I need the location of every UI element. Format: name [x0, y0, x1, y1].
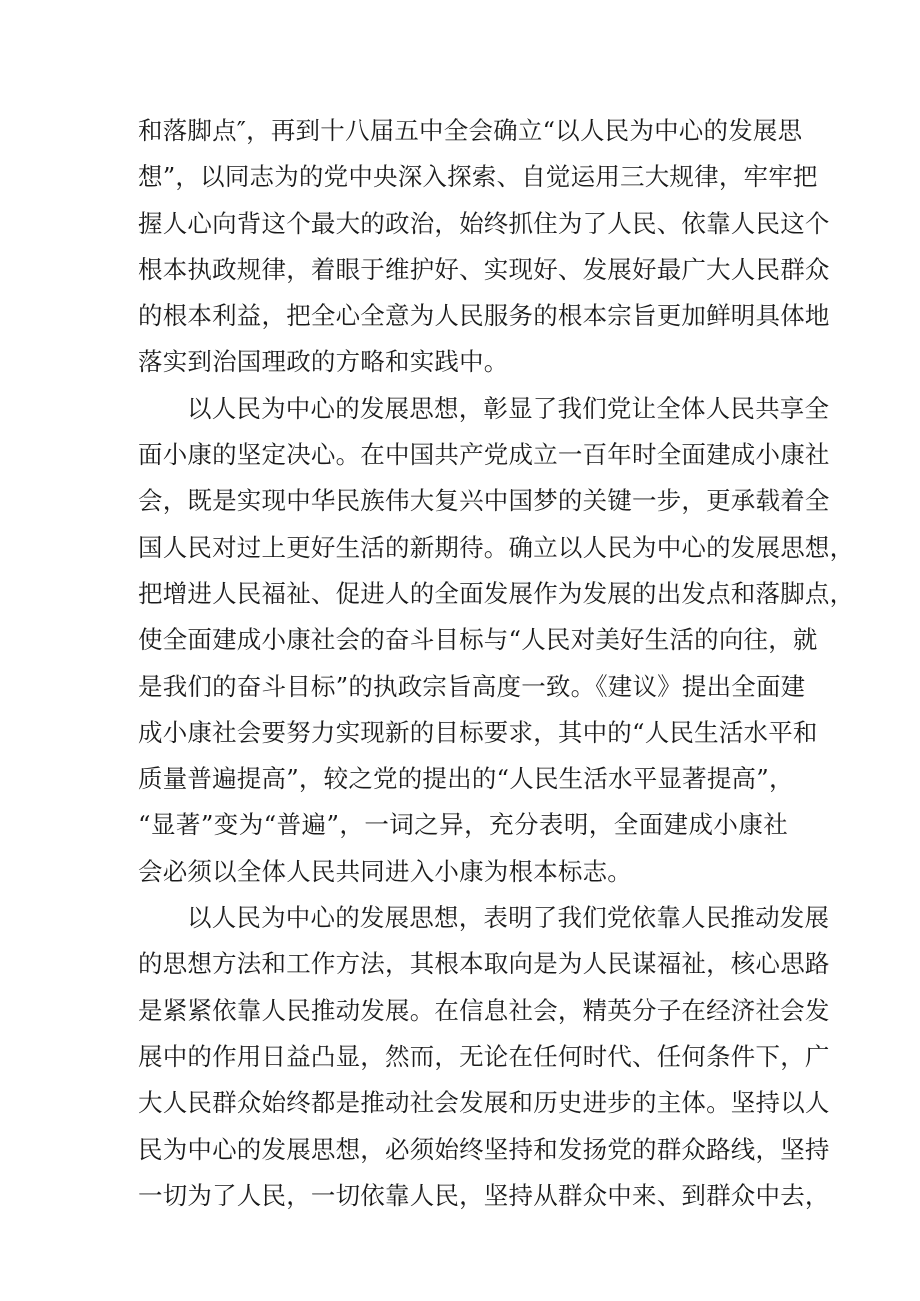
text-line: 以人民为中心的发展思想，彰显了我们党让全体人民共享全: [187, 393, 830, 423]
text-line: 面小康的坚定决心。在中国共产党成立一百年时全面建成小康社: [138, 440, 830, 470]
text-line: 质量普遍提高”，较之党的提出的“人民生活水平显著提高”，: [138, 764, 794, 794]
paragraph-2: [138, 386, 855, 895]
text-line: 展中的作用日益凸显，然而，无论在任何时代、任何条件下，广: [138, 1041, 830, 1071]
text-line: 根本执政规律，着眼于维护好、实现好、发展好最广大人民群众: [138, 254, 830, 284]
text-line: 是紧紧依靠人民推动发展。在信息社会，精英分子在经济社会发: [138, 995, 830, 1025]
text-line: “显著”变为“普遍”，一词之异，充分表明，全面建成小康社: [138, 810, 788, 840]
paragraph-1: [138, 108, 830, 386]
paragraph-3: [138, 895, 830, 1219]
text-line: 的思想方法和工作方法，其根本取向是为人民谋福祉，核心思路: [138, 949, 830, 979]
text-line: 和落脚点″，再到十八届五中全会确立“以人民为中心的发展思: [138, 116, 803, 145]
document-body: [138, 108, 855, 1219]
text-line: 民为中心的发展思想，必须始终坚持和发扬党的群众路线，坚持: [138, 1134, 830, 1164]
text-line: 把增进人民福祉、促进人的全面发展作为发展的出发点和落脚点，: [138, 578, 855, 608]
text-line: 的根本利益，把全心全意为人民服务的根本宗旨更加鲜明具体地: [138, 301, 830, 331]
text-line: 使全面建成小康社会的奋斗目标与“人民对美好生活的向往，就: [138, 625, 818, 655]
text-line: 成小康社会要努力实现新的目标要求，其中的“人民生活水平和: [138, 717, 818, 747]
text-line: 是我们的奋斗目标”的执政宗旨高度一致。《建议》提出全面建: [138, 671, 806, 701]
text-line: 一切为了人民，一切依靠人民，坚持从群众中来、到群众中去，: [138, 1180, 830, 1210]
text-line: 会必须以全体人民共同进入小康为根本标志。: [138, 856, 632, 886]
text-line: 握人心向背这个最大的政治，始终抓住为了人民、依靠人民这个: [138, 208, 830, 238]
text-line: 国人民对过上更好生活的新期待。确立以人民为中心的发展思想，: [138, 532, 855, 562]
text-line: 落实到治国理政的方略和实践中。: [138, 347, 509, 377]
text-line: 想”，以同志为的党中央深入探索、自觉运用三大规律，牢牢把: [138, 162, 818, 192]
text-line: 会，既是实现中华民族伟大复兴中国梦的关键一步，更承载着全: [138, 486, 830, 516]
text-line: 大人民群众始终都是推动社会发展和历史进步的主体。坚持以人: [138, 1088, 830, 1118]
text-line: 以人民为中心的发展思想，表明了我们党依靠人民推动发展: [187, 903, 830, 933]
